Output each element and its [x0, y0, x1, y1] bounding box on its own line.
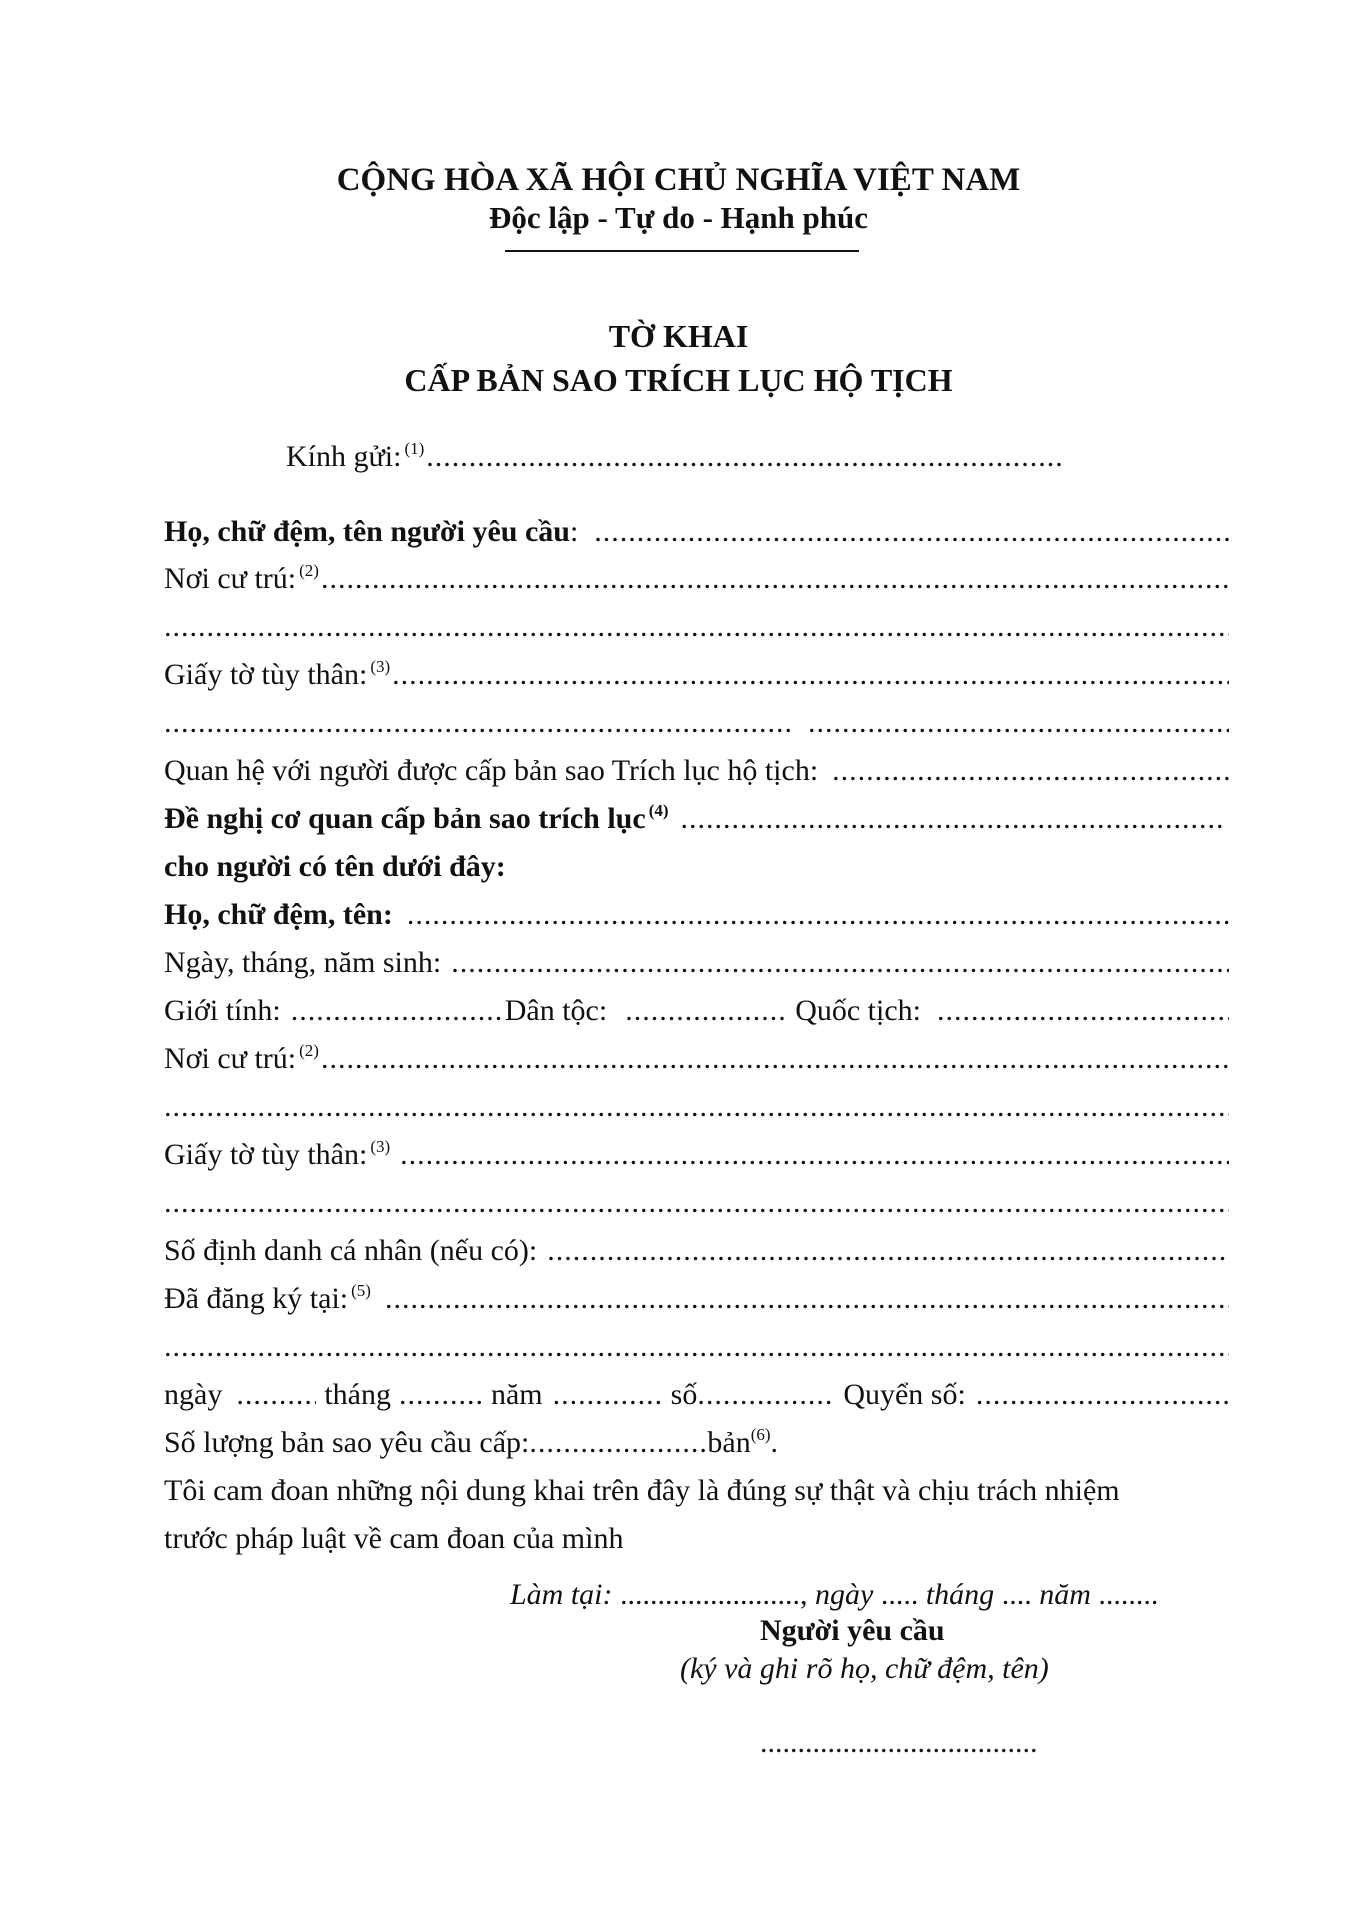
registration-month-blank[interactable]	[399, 1378, 483, 1412]
subject-residence-field[interactable]	[164, 1042, 1229, 1084]
subject-id-blank-2[interactable]	[164, 1186, 1229, 1220]
header-divider	[505, 250, 859, 252]
signature-instruction: (ký và ghi rõ họ, chữ đệm, tên)	[680, 1652, 1049, 1685]
copies-unit: bản	[707, 1426, 751, 1459]
registered-at-field[interactable]	[164, 1282, 1229, 1324]
recipient-blank[interactable]	[426, 440, 1061, 474]
relation-blank[interactable]	[832, 754, 1229, 788]
registered-at-continuation[interactable]	[164, 1330, 1229, 1372]
declaration-line-2: trước pháp luật về cam đoan của mình	[164, 1522, 624, 1555]
footnote-ref-2: (2)	[299, 562, 319, 580]
requester-name-field[interactable]	[164, 515, 1229, 557]
subject-name-field[interactable]	[164, 898, 1229, 940]
date-year-blank[interactable]: ........	[1098, 1578, 1159, 1611]
registered-at-blank-2[interactable]	[164, 1330, 1229, 1364]
subject-name-label: Họ, chữ đệm, tên:	[164, 898, 393, 931]
copies-label: Số lượng bản sao yêu cầu cấp:	[164, 1426, 530, 1459]
requester-residence-continuation[interactable]	[164, 610, 1229, 652]
subject-dob-label: Ngày, tháng, năm sinh:	[164, 946, 442, 979]
footnote-ref-4: (4)	[648, 802, 669, 820]
recipient-label: Kính gửi:	[286, 440, 402, 473]
subject-id-blank[interactable]	[400, 1138, 1229, 1172]
subject-ethnicity-blank[interactable]	[625, 994, 785, 1028]
relation-field[interactable]	[164, 754, 1229, 796]
signer-title: Người yêu cầu	[760, 1614, 945, 1647]
requester-residence-label: Nơi cư trú:	[164, 562, 297, 595]
national-title: CỘNG HÒA XÃ HỘI CHỦ NGHĨA VIỆT NAM	[336, 162, 1021, 198]
place-blank[interactable]: ........................,	[620, 1578, 808, 1611]
requester-id-blank-2b[interactable]	[808, 706, 1229, 740]
registered-at-blank[interactable]	[385, 1282, 1229, 1316]
requester-residence-blank[interactable]	[321, 562, 1229, 596]
registered-at-label: Đã đăng ký tại:	[164, 1282, 349, 1315]
copies-field[interactable]	[164, 1426, 844, 1468]
personal-id-label: Số định danh cá nhân (nếu có):	[164, 1234, 538, 1267]
request-field[interactable]	[164, 802, 1222, 844]
registration-number-label: số	[670, 1378, 698, 1411]
footnote-ref-3: (3)	[370, 658, 391, 676]
subject-dob-blank[interactable]	[451, 946, 1229, 980]
subject-residence-blank[interactable]	[321, 1042, 1229, 1076]
subject-gender-label: Giới tính:	[164, 994, 281, 1027]
date-month-label: tháng	[925, 1578, 995, 1611]
requester-id-continuation[interactable]	[164, 706, 1229, 748]
requester-id-blank-2a[interactable]	[164, 706, 794, 740]
registration-number-blank[interactable]	[697, 1378, 833, 1412]
subject-ethnicity-label: Dân tộc:	[504, 994, 608, 1027]
declaration-line-1: Tôi cam đoan những nội dung khai trên đây là đúng sự thật và chịu trách nhiệm	[164, 1474, 1120, 1507]
requester-id-blank[interactable]	[392, 658, 1229, 692]
registration-day-label: ngày	[164, 1378, 223, 1411]
subject-id-continuation[interactable]	[164, 1186, 1229, 1228]
registration-book-label: Quyển số:	[843, 1378, 966, 1411]
date-day-label: ngày	[815, 1578, 874, 1611]
national-motto: Độc lập - Tự do - Hạnh phúc	[489, 200, 868, 235]
requester-name-label: Họ, chữ đệm, tên người yêu cầu	[164, 515, 570, 548]
subject-dob-field[interactable]	[164, 946, 1229, 988]
subject-residence-label: Nơi cư trú:	[164, 1042, 297, 1075]
personal-id-blank[interactable]	[547, 1234, 1229, 1268]
relation-label: Quan hệ với người được cấp bản sao Trích lục hộ tịch:	[164, 754, 819, 787]
subject-nationality-blank[interactable]	[937, 994, 1229, 1028]
form-title: TỜ KHAI	[608, 318, 749, 354]
date-year-label: năm	[1039, 1578, 1091, 1611]
requester-name-colon: :	[569, 515, 579, 548]
copies-end: .	[770, 1426, 779, 1459]
footnote-ref-1: (1)	[404, 440, 425, 458]
form-subtitle: CẤP BẢN SAO TRÍCH LỤC HỘ TỊCH	[404, 362, 953, 398]
registration-book-blank[interactable]	[976, 1378, 1229, 1412]
date-month-blank[interactable]: ....	[1001, 1578, 1032, 1611]
subject-nationality-label: Quốc tịch:	[795, 994, 921, 1027]
requester-residence-field[interactable]	[164, 562, 1229, 604]
requester-residence-blank-2[interactable]	[164, 610, 1229, 644]
request-label: Đề nghị cơ quan cấp bản sao trích lục	[164, 802, 646, 835]
registration-year-label: năm	[490, 1378, 543, 1411]
requester-id-field[interactable]	[164, 658, 1229, 700]
subject-intro: cho người có tên dưới đây:	[164, 850, 506, 883]
footnote-ref-2b: (2)	[299, 1042, 319, 1060]
requester-name-blank[interactable]	[594, 515, 1229, 549]
requester-id-label: Giấy tờ tùy thân:	[164, 658, 368, 691]
place-label: Làm tại:	[510, 1578, 613, 1611]
subject-residence-continuation[interactable]	[164, 1090, 1229, 1132]
subject-id-field[interactable]	[164, 1138, 1229, 1180]
subject-name-blank[interactable]	[407, 898, 1229, 932]
request-blank[interactable]	[681, 802, 1222, 836]
subject-gender-blank[interactable]	[291, 994, 505, 1028]
copies-blank[interactable]	[529, 1426, 707, 1460]
recipient-field[interactable]	[286, 440, 1061, 482]
personal-id-field[interactable]	[164, 1234, 1229, 1276]
footnote-ref-5: (5)	[351, 1282, 371, 1300]
registration-year-blank[interactable]	[553, 1378, 663, 1412]
place-date-line[interactable]	[510, 1578, 1158, 1612]
footnote-ref-3b: (3)	[370, 1138, 391, 1156]
registration-month-label: tháng	[324, 1378, 391, 1411]
registration-day-blank[interactable]	[236, 1378, 316, 1412]
footnote-ref-6: (6)	[750, 1426, 771, 1444]
registration-details-row[interactable]	[164, 1378, 1229, 1420]
subject-id-label: Giấy tờ tùy thân:	[164, 1138, 368, 1171]
signature-blank[interactable]: .....................................	[760, 1726, 1038, 1759]
date-day-blank[interactable]: .....	[880, 1578, 919, 1611]
subject-residence-blank-2[interactable]	[164, 1090, 1229, 1124]
subject-demographics-row[interactable]	[164, 994, 1229, 1036]
